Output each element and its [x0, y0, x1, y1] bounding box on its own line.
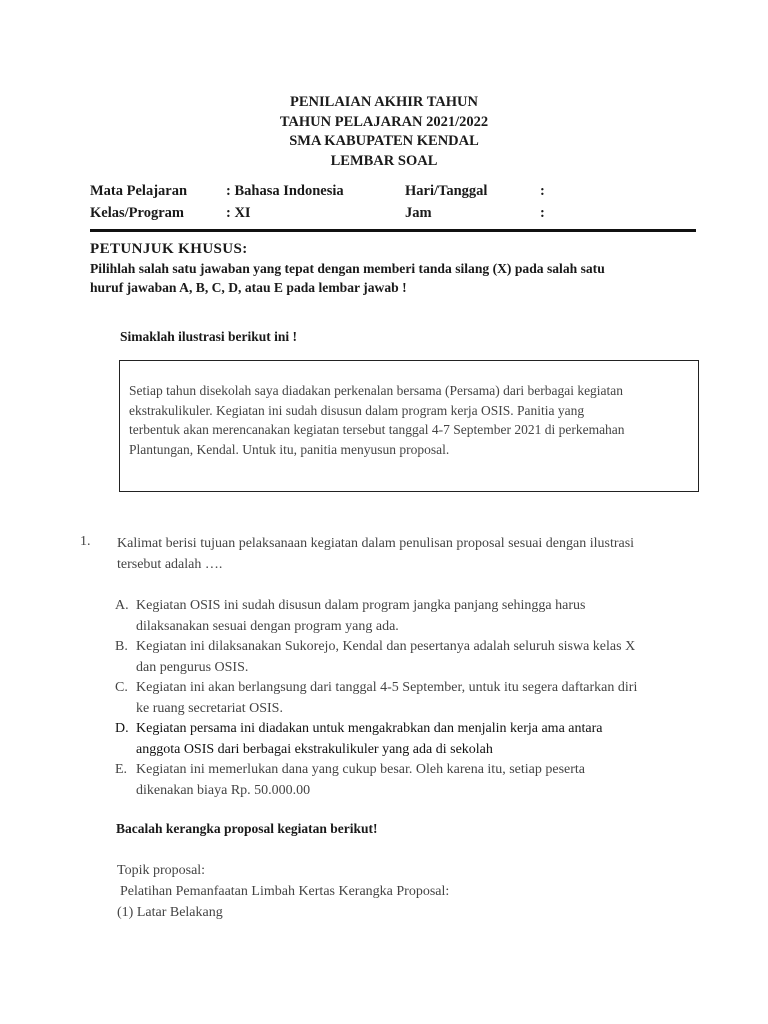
topic-label: Topik proposal: [117, 863, 206, 878]
question-number: 1. [80, 534, 91, 549]
header-title: PENILAIAN AKHIR TAHUN [290, 94, 478, 110]
illustration-line: ekstrakulikuler. Kegiatan ini sudah disusun dalam program kerja OSIS. Panitia yang [129, 402, 585, 418]
header-sheet: LEMBAR SOAL [330, 152, 438, 169]
exam-info [90, 183, 710, 227]
question-line-2: tersebut adalah …. [117, 556, 223, 572]
option-text: Kegiatan ini dilaksanakan Sukorejo, Kendal dan pesertanya adalah seluruh siswa kelas X [136, 639, 636, 654]
option-e[interactable] [115, 760, 695, 801]
topic-value: Pelatihan Pemanfaatan Limbah Kertas Kerangka Proposal: [120, 884, 450, 899]
date-value: : [540, 183, 545, 199]
option-text: dikenakan biaya Rp. 50.000.00 [136, 782, 311, 798]
instructions-line-1: Pilihlah salah satu jawaban yang tepat dengan memberi tanda silang (X) pada salah satu [90, 261, 605, 276]
time-value: : [540, 205, 545, 221]
option-text: anggota OSIS dari berbagai ekstrakulikuler yang ada di sekolah [136, 741, 493, 757]
illustration-box [119, 360, 699, 492]
time-label: Jam [405, 205, 432, 221]
outline-item-1: (1) Latar Belakang [117, 905, 223, 920]
option-letter: E. [115, 762, 128, 777]
option-a[interactable] [115, 596, 695, 637]
proposal-outline [117, 860, 449, 923]
option-text: Kegiatan OSIS ini sudah disusun dalam program jangka panjang sehingga harus [136, 598, 586, 613]
question-text [117, 534, 692, 575]
instructions-heading: PETUNJUK KHUSUS: [90, 241, 248, 257]
option-letter: A. [115, 598, 129, 613]
header-divider [90, 229, 696, 232]
option-letter: B. [115, 639, 128, 654]
info-row-class [90, 205, 710, 227]
option-c[interactable] [115, 678, 695, 719]
illustration-line: Plantungan, Kendal. Untuk itu, panitia menyusun proposal. [129, 441, 450, 457]
option-text: Kegiatan ini akan berlangsung dari tanggal 4-5 September, untuk itu segera daftarkan diri [136, 680, 638, 695]
illustration-line: terbentuk akan merencanakan kegiatan tersebut tanggal 4-7 September 2021 di perkemahan [129, 422, 625, 437]
info-row-subject [90, 183, 710, 205]
class-value: : XI [226, 205, 251, 221]
date-label: Hari/Tanggal [405, 183, 488, 199]
option-letter: D. [115, 721, 129, 736]
option-text: ke ruang secretariat OSIS. [136, 700, 283, 716]
option-letter: C. [115, 680, 128, 695]
illustration-line: Setiap tahun disekolah saya diadakan perkenalan bersama (Persama) dari berbagai kegiatan [129, 383, 624, 398]
illustration-intro: Simaklah ilustrasi berikut ini ! [120, 329, 298, 344]
instructions-line-2: huruf jawaban A, B, C, D, atau E pada lembar jawab ! [90, 280, 407, 295]
subject-value: : Bahasa Indonesia [226, 183, 344, 199]
header-school-year: TAHUN PELAJARAN 2021/2022 [279, 113, 489, 130]
instructions [90, 239, 690, 297]
option-d[interactable] [115, 719, 695, 760]
proposal-intro: Bacalah kerangka proposal kegiatan berikut! [116, 821, 378, 836]
option-text: Kegiatan ini memerlukan dana yang cukup besar. Oleh karena itu, setiap peserta [136, 762, 585, 777]
option-text: dilaksanakan sesuai dengan program yang ada. [136, 618, 399, 634]
subject-label: Mata Pelajaran [90, 183, 188, 199]
option-b[interactable] [115, 637, 695, 678]
illustration-text [129, 381, 691, 459]
exam-header [0, 93, 768, 171]
header-school: SMA KABUPATEN KENDAL [289, 133, 479, 149]
option-text: dan pengurus OSIS. [136, 659, 249, 675]
answer-options [115, 596, 695, 801]
option-text: Kegiatan persama ini diadakan untuk mengakrabkan dan menjalin kerja ama antara [136, 721, 603, 736]
class-label: Kelas/Program [90, 205, 184, 221]
question-line-1: Kalimat berisi tujuan pelaksanaan kegiatan dalam penulisan proposal sesuai dengan ilustrasi [117, 536, 635, 551]
